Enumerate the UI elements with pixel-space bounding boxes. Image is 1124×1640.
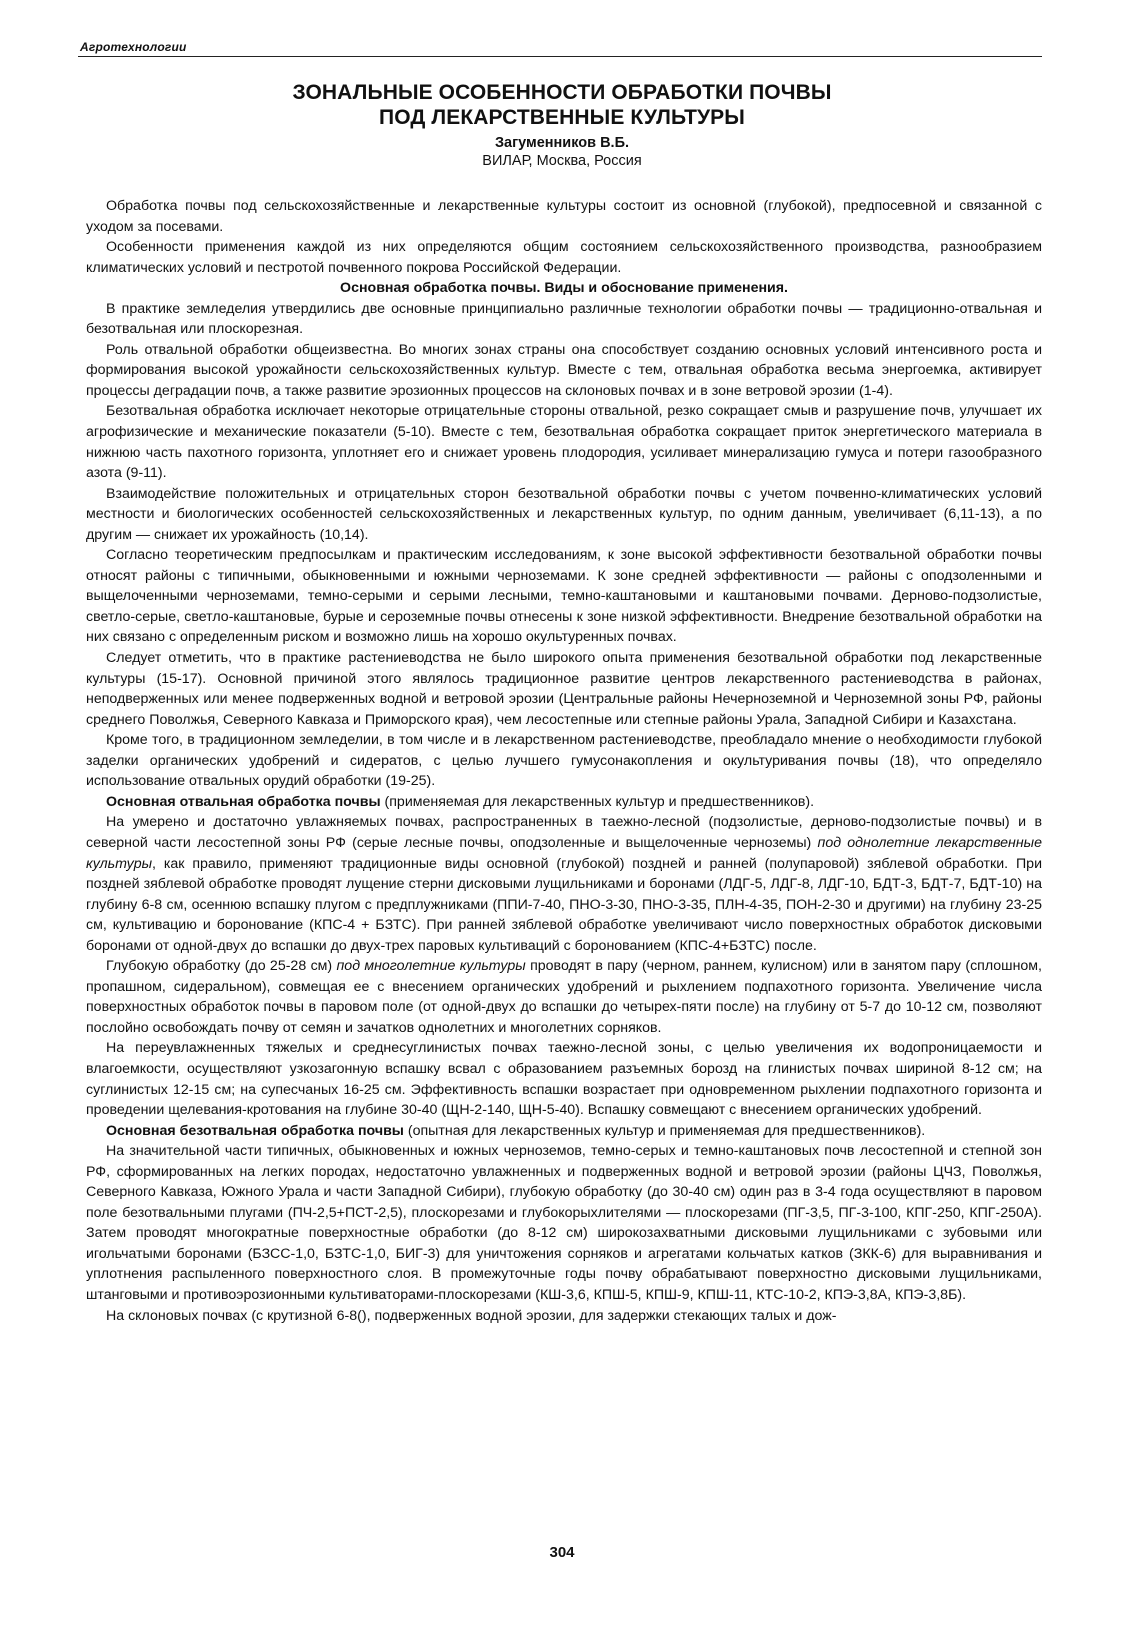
paragraph: Обработка почвы под сельскохозяйственные и лекарственные культуры состоит из основной (глубокой), предпосевной и связанной с уходом за посевами. — [86, 198, 1042, 235]
paragraph: Особенности применения каждой из них определяются общим состоянием сельскохозяйственного производства, разнообразием климатических условий и пестротой почвенного покрова Российской Федерации. — [86, 239, 1042, 276]
author: Загуменников В.Б. — [494, 135, 630, 151]
affiliation: ВИЛАР, Москва, Россия — [482, 153, 642, 169]
paragraph — [86, 812, 1042, 956]
title-line-2: ПОД ЛЕКАРСТВЕННЫЕ КУЛЬТУРЫ — [379, 106, 745, 129]
paragraph — [86, 956, 1042, 1038]
title-block — [80, 80, 1044, 171]
paragraph-text: проводят в пару (черном, раннем, кулисном) или в занятом пару (сплошном, пропашном, сидеральном), совмещая ее с внесением органических удобрений и рыхлением подпахотного горизонта. Увеличение числа поверхностных обработок почвы в паровом поле (от одной-двух до вспашки до четырех-пяти после) на глубину от 5-7 до 10-12 см, позволяют послойно освобождать почву от семян и зачатков однолетних и многолетних сорняков. — [86, 958, 1042, 1036]
paragraph: В практике земледелия утвердились две основные принципиально различные технологии обработки почвы — традиционно-отвальная и безотвальная или плоскорезная. — [86, 300, 1042, 338]
run-in-heading: Основная безотвальная обработка почвы — [106, 1122, 404, 1139]
article-body — [86, 196, 1042, 1326]
paragraph-text: Глубокую обработку (до 25-28 см) — [106, 958, 337, 975]
italic-phrase: под однолетние лекарственные культуры — [86, 834, 1042, 872]
paragraph: Роль отвальной обработки общеизвестна. Во многих зонах страны она способствует созданию основных условий интенсивного роста и формирования высокой урожайности сельскохозяйственных культур. Вместе с тем, отвальная обработка весьма энергоемка, активирует процессы деградации почв, а также развитие эрозионных процессов на склоновых почвах и в зоне ветровой эрозии (1-4). — [86, 341, 1042, 399]
header-rule — [78, 56, 1042, 57]
paragraph-text: (применяемая для лекарственных культур и предшественников). — [380, 793, 815, 810]
paragraph — [86, 792, 1042, 813]
page-number: 304 — [549, 1544, 575, 1561]
paragraph-text: (опытная для лекарственных культур и применяемая для предшественников). — [403, 1122, 926, 1139]
paragraph: Безотвальная обработка исключает некоторые отрицательные стороны отвальной, резко сокращает смыв и разрушение почв, улучшает их агрофизические и механические показатели (5-10). Вместе с тем, безотвальная обработка сокращает приток энергетического материала в нижнюю часть пахотного горизонта, уплотняет его и снижает уровень плодородия, усиливает минерализацию гумуса и потери газообразного азота (9-11). — [86, 403, 1042, 482]
paragraph: Согласно теоретическим предпосылкам и практическим исследованиям, к зоне высокой эффективности безотвальной обработки почвы относят районы с типичными, обыкновенными и южными черноземами. К зоне средней эффективности — районы с оподзоленными и выщелоченными черноземами, темно-серыми и серыми лесными, темно-каштановыми и каштановыми почвами. Дерново-подзолистые, светло-серые, светло-каштановые, бурые и сероземные почвы отнесены к зоне низкой эффективности. Внедрение безотвальной обработки на них связано с определенным риском и возможно лишь на хорошо окультуренных почвах. — [86, 547, 1042, 646]
title-line-1: ЗОНАЛЬНЫЕ ОСОБЕННОСТИ ОБРАБОТКИ ПОЧВЫ — [292, 81, 832, 104]
paragraph-text: На умерено и достаточно увлажняемых почвах, распространенных в таежно-лесной (подзолистые, дерново-подзолистые почвы) и в северной части лесостепной зоны РФ (серые лесные почвы, оподзоленные и выщелоченные черноземы) — [86, 814, 1042, 851]
section-heading: Основная обработка почвы. Виды и обоснование применения. — [340, 280, 788, 297]
paragraph: Кроме того, в традиционном земледелии, в том числе и в лекарственном растениеводстве, преобладало мнение о необходимости глубокой заделки органических удобрений и сидератов, с целью лучшего гумусонакопления и окультуривания почвы (18), что определяло использование отвальных орудий обработки (19-25). — [86, 732, 1042, 790]
paragraph: Взаимодействие положительных и отрицательных сторон безотвальной обработки почвы с учетом почвенно-климатических условий местности и биологических особенностей сельскохозяйственных и лекарственных культур, по одним данным, увеличивает (6,11-13), а по другим — снижает их урожайность (10,14). — [86, 485, 1042, 543]
paragraph — [86, 1121, 1042, 1142]
paragraph: На переувлажненных тяжелых и среднесуглинистых почвах таежно-лесной зоны, с целью увеличения их водопроницаемости и влагоемкости, осуществляют узкозагонную вспашку всвал с образованием разъемных борозд на глинистых почвах шириной 8-12 см; на суглинистых 12-15 см; на супесчаных 16-25 см. Эффективность вспашки возрастает при одновременном рыхлении подпахотного горизонта и проведении щелевания-кротования на глубине 30-40 (ЩН-2-140, ЩН-5-40). Вспашку совмещают с внесением органических удобрений. — [86, 1040, 1042, 1119]
run-in-heading: Основная отвальная обработка почвы — [106, 793, 381, 810]
paragraph: Следует отметить, что в практике растениеводства не было широкого опыта применения безотвальной обработки под лекарственные культуры (15-17). Основной причиной этого являлось традиционное развитие центров лекарственного растениеводства в районах, неподверженных или менее подверженных водной и ветровой эрозии (Центральные районы Нечерноземной и Черноземной зоны РФ, районы среднего Поволжья, Северного Кавказа и Приморского края), чем лесостепные или степные районы Урала, Западной Сибири и Казахстана. — [86, 650, 1042, 728]
running-head: Агротехнологии — [80, 40, 187, 54]
paragraph: На склоновых почвах (с крутизной 6-8(), подверженных водной эрозии, для задержки стекающих талых и дож- — [106, 1307, 837, 1324]
paragraph-text: , как правило, применяют традиционные виды основной (глубокой) поздней и ранней (полупаровой) зяблевой обработки. При поздней зяблевой обработке проводят лущение стерни дисковыми лущильниками и боронами (ЛДГ-5, ЛДГ-8, ЛДГ-10, БДТ-3, БДТ-7, БДТ-10) на глубину 6-8 см, осеннюю вспашку плугом с предплужниками (ППИ-7-40, ПНО-3-30, ПНО-3-35, ПЛН-4-35, ПОН-2-30 и другими) на глубину 23-25 см, культивацию и боронование (КПС-4 + БЗТС). При ранней зяблевой обработке увеличивают число поверхностных обработок дисковыми боронами от одной-двух до вспашки до двух-трех паровых культиваций с боронованием (КПС-4+БЗТС) после. — [86, 855, 1042, 954]
paragraph: На значительной части типичных, обыкновенных и южных черноземов, темно-серых и темно-каштановых почв лесостепной и степной зон РФ, сформированных на легких породах, недостаточно увлажненных и подверженных водной и ветровой эрозии (районы ЦЧЗ, Поволжья, Северного Кавказа, Южного Урала и части Западной Сибири), глубокую обработку (до 30-40 см) один раз в 3-4 года осуществляют в паровом поле безотвальными плугами (ПЧ-2,5+ПСТ-2,5), плоскорезами и глубокорыхлителями — плоскорезами (ПГ-3,5, ПГ-3-100, КПГ-250, КПГ-250А). Затем проводят многократные поверхностные обработки (до 8-12 см) широкозахватными дисковыми лущильниками с зубовыми или игольчатыми боронами (БЗСС-1,0, БЗТС-1,0, БИГ-3) для уничтожения сорняков и агрегатами кольчатых катков (ЗКК-6) для выравнивания и уплотнения распыленного поверхностного слоя. В промежуточные годы почву обрабатывают поверхностно дисковыми лущильниками, штанговыми и противоэрозионными культиваторами-плоскорезами (КШ-3,6, КПШ-5, КПШ-9, КПШ-11, КТС-10-2, КПЭ-3,8А, КПЭ-3,8Б). — [86, 1143, 1042, 1303]
italic-phrase: под многолетние культуры — [336, 958, 526, 975]
article-title — [80, 80, 1044, 130]
